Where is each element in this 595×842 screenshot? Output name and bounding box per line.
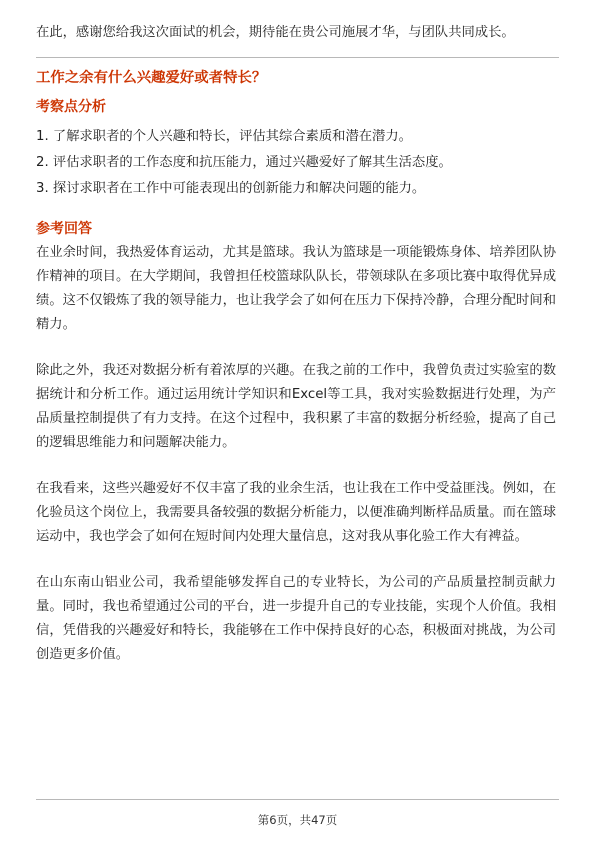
question-title: 工作之余有什么兴趣爱好或者特长？ [36,70,267,86]
analysis-point: 2. 评估求职者的工作态度和抗压能力，通过兴趣爱好了解其生活态度。 [36,155,452,170]
answer-paragraph: 在业余时间，我热爱体育运动，尤其是篮球。我认为篮球是一项能锻炼身体、培养团队协作精神的项目。在大学期间，我曾担任校篮球队队长，带领球队在多项比赛中取得优异成绩。这不仅锻炼了我的领导能力，也让我学会了如何在压力下保持冷静，合理分配时间和精力。 [36,245,556,332]
analysis-point: 3. 探讨求职者在工作中可能表现出的创新能力和解决问题的能力。 [36,181,426,196]
answer-paragraph: 除此之外，我还对数据分析有着浓厚的兴趣。在我之前的工作中，我曾负责过实验室的数据统计和分析工作。通过运用统计学知识和Excel等工具，我对实验数据进行处理，为产品质量控制提供了有力支持。在这个过程中，我积累了丰富的数据分析经验，提高了自己的逻辑思维能力和问题解决能力。 [36,363,556,450]
analysis-heading: 考察点分析 [36,99,106,115]
answer-paragraph: 在山东南山铝业公司，我希望能够发挥自己的专业特长，为公司的产品质量控制贡献力量。同时，我也希望通过公司的平台，进一步提升自己的专业技能，实现个人价值。我相信，凭借我的兴趣爱好和特长，我能够在工作中保持良好的心态，积极面对挑战，为公司创造更多价值。 [36,575,556,662]
intro-paragraph: 在此，感谢您给我这次面试的机会，期待能在贵公司施展才华，与团队共同成长。 [36,25,515,40]
top-divider [36,57,559,58]
analysis-point: 1. 了解求职者的个人兴趣和特长，评估其综合素质和潜在潜力。 [36,129,412,144]
analysis-points-list [36,124,559,202]
document-page [36,0,559,842]
page-number: 第6页，共47页 [257,813,338,827]
answer-paragraph: 在我看来，这些兴趣爱好不仅丰富了我的业余生活，也让我在工作中受益匪浅。例如，在化验员这个岗位上，我需要具备较强的数据分析能力，以便准确判断样品质量。而在篮球运动中，我也学会了如何在短时间内处理大量信息，这对我从事化验工作大有裨益。 [36,481,556,544]
answer-body [36,241,556,689]
answer-heading: 参考回答 [36,221,92,237]
bottom-divider [36,799,559,800]
